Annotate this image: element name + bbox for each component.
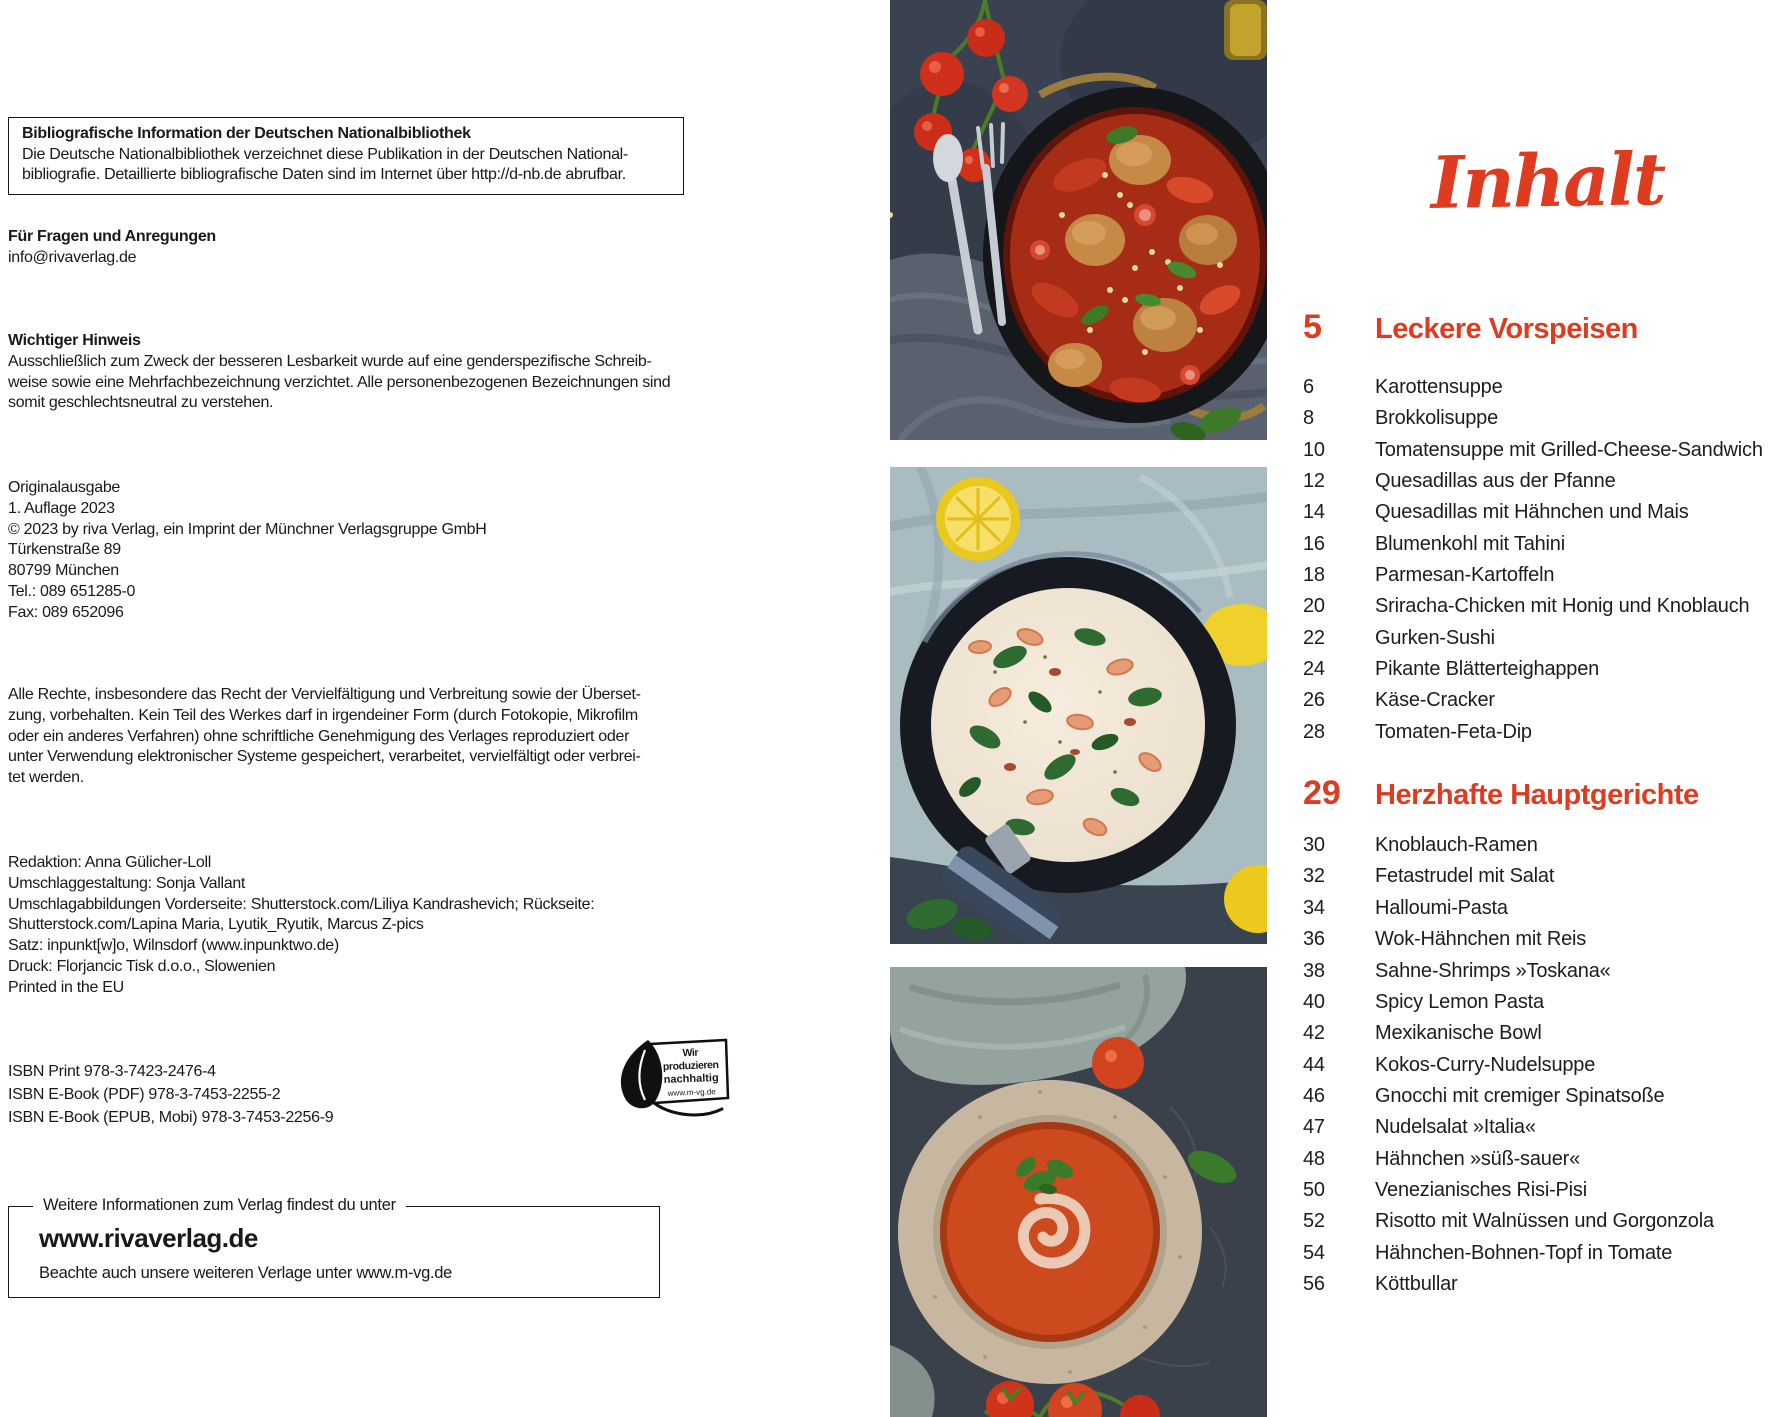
bibliographic-info-box — [8, 117, 684, 195]
entry-title: Quesadillas mit Hähnchen und Mais — [1375, 501, 1689, 524]
toc-entry — [1303, 533, 1792, 564]
toc-entry — [1303, 960, 1792, 991]
entry-title: Gnocchi mit cremiger Spinatsoße — [1375, 1084, 1665, 1107]
credits-block — [8, 853, 594, 999]
entry-title: Hähnchen-Bohnen-Topf in Tomate — [1375, 1241, 1673, 1264]
entry-page-number: 14 — [1303, 501, 1325, 524]
edition-line: Fax: 089 652096 — [8, 603, 124, 621]
entry-page-number: 40 — [1303, 990, 1325, 1013]
entry-title: Hähnchen »süß-sauer« — [1375, 1147, 1581, 1170]
bib-box-line: bibliografie. Detaillierte bibliografische Daten sind im Internet über http://d-nb.de abrufbar. — [22, 166, 626, 183]
entry-title: Sahne-Shrimps »Toskana« — [1375, 959, 1611, 982]
isbn-ebook-pdf: ISBN E-Book (PDF) 978-3-7453-2255-2 — [8, 1086, 281, 1103]
entry-title: Nudelsalat »Italia« — [1375, 1116, 1536, 1139]
contact-title: Für Fragen und Anregungen — [8, 228, 216, 245]
notice-line: somit geschlechtsneutral zu verstehen. — [8, 394, 274, 412]
entry-title: Parmesan-Kartoffeln — [1375, 564, 1555, 587]
credits-line: Druck: Florjancic Tisk d.o.o., Slowenien — [8, 957, 276, 975]
section-title: Herzhafte Hauptgerichte — [1375, 779, 1699, 812]
edition-line: Tel.: 089 651285-0 — [8, 582, 136, 600]
toc-entry — [1303, 595, 1792, 626]
publisher-note: Beachte auch unsere weiteren Verlage unter www.m-vg.de — [39, 1264, 453, 1282]
rights-line: tet werden. — [8, 769, 84, 787]
notice-line: weise sowie eine Mehrfachbezeichnung verzichtet. Alle personenbezogenen Bezeichnungen sind — [8, 373, 671, 391]
entry-title: Gurken-Sushi — [1375, 626, 1495, 649]
toc-entry — [1303, 721, 1792, 752]
entry-title: Knoblauch-Ramen — [1375, 834, 1538, 857]
toc-entry — [1303, 991, 1792, 1022]
toc-entry — [1303, 1085, 1792, 1116]
entry-page-number: 56 — [1303, 1272, 1325, 1295]
photo-tomato-soup-bowl — [890, 967, 1267, 1417]
entry-page-number: 46 — [1303, 1084, 1325, 1107]
entry-page-number: 47 — [1303, 1116, 1325, 1139]
eco-badge-line2: nachhaltig — [663, 1072, 719, 1087]
entry-page-number: 36 — [1303, 928, 1325, 951]
entry-title: Blumenkohl mit Tahini — [1375, 532, 1565, 555]
entry-page-number: 50 — [1303, 1178, 1325, 1201]
rights-line: unter Verwendung elektronischer Systeme gespeichert, verarbeitet, vervielfältigt oder verbrei- — [8, 748, 641, 766]
credits-line: Redaktion: Anna Gülicher-Loll — [8, 854, 211, 871]
rights-block — [8, 685, 641, 789]
edition-line: Originalausgabe — [8, 479, 121, 496]
entry-page-number: 12 — [1303, 470, 1325, 493]
entry-title: Tomaten-Feta-Dip — [1375, 720, 1532, 743]
eco-badge — [610, 1036, 732, 1122]
rights-line: Alle Rechte, insbesondere das Recht der Vervielfältigung und Verbreitung sowie der Überset- — [8, 686, 641, 703]
notice-line: Ausschließlich zum Zweck der besseren Lesbarkeit wurde auf eine genderspezifische Schreib- — [8, 352, 652, 370]
contact-email: info@rivaverlag.de — [8, 248, 137, 266]
toc-entry — [1303, 689, 1792, 720]
entry-page-number: 10 — [1303, 438, 1325, 461]
entry-page-number: 24 — [1303, 658, 1325, 681]
entry-title: Fetastrudel mit Salat — [1375, 865, 1555, 888]
entry-page-number: 18 — [1303, 564, 1325, 587]
entry-page-number: 52 — [1303, 1210, 1325, 1233]
toc-entry — [1303, 1242, 1792, 1273]
toc-entry — [1303, 501, 1792, 532]
entry-page-number: 32 — [1303, 865, 1325, 888]
tomato-soup-illustration — [890, 967, 1267, 1417]
entry-title: Spicy Lemon Pasta — [1375, 990, 1544, 1013]
entry-title: Venezianisches Risi-Pisi — [1375, 1178, 1587, 1201]
shrimp-pan-illustration — [890, 467, 1267, 944]
section-page-number: 5 — [1303, 308, 1322, 346]
toc-entry — [1303, 897, 1792, 928]
contents-page — [1303, 0, 1792, 1417]
entry-title: Risotto mit Walnüssen und Gorgonzola — [1375, 1210, 1714, 1233]
entry-title: Halloumi-Pasta — [1375, 896, 1508, 919]
entry-title: Pikante Blätterteighappen — [1375, 658, 1600, 681]
toc-entry — [1303, 627, 1792, 658]
edition-line: 1. Auflage 2023 — [8, 499, 115, 517]
bib-box-title: Bibliografische Information der Deutschen Nationalbibliothek — [22, 125, 471, 142]
toc-entry — [1303, 865, 1792, 896]
credits-line: Umschlaggestaltung: Sonja Vallant — [8, 874, 246, 892]
rights-line: oder ein anderes Verfahren) ohne schriftliche Genehmigung des Verlages reproduziert oder — [8, 727, 630, 745]
photo-shrimp-spinach-pan — [890, 467, 1267, 944]
toc-entry — [1303, 1116, 1792, 1147]
toc-entry — [1303, 1273, 1792, 1304]
section-page-number: 29 — [1303, 774, 1341, 813]
entry-page-number: 26 — [1303, 689, 1325, 712]
toc-entry — [1303, 407, 1792, 438]
toc-entry — [1303, 470, 1792, 501]
edition-line: Türkenstraße 89 — [8, 541, 121, 559]
entry-title: Mexikanische Bowl — [1375, 1022, 1542, 1045]
entry-title: Quesadillas aus der Pfanne — [1375, 470, 1616, 493]
entry-title: Karottensuppe — [1375, 376, 1503, 398]
entry-title: Tomatensuppe mit Grilled-Cheese-Sandwich — [1375, 438, 1763, 461]
toc-entry — [1303, 834, 1792, 865]
contact-block — [8, 227, 216, 269]
publisher-url: www.rivaverlag.de — [39, 1223, 258, 1253]
section-title: Leckere Vorspeisen — [1375, 313, 1638, 345]
credits-line: Satz: inpunkt[w]o, Wilnsdorf (www.inpunktwo.de) — [8, 937, 339, 955]
bib-box-line: Die Deutsche Nationalbibliothek verzeichnet diese Publikation in der Deutschen National- — [22, 145, 628, 163]
toc-entry — [1303, 1210, 1792, 1241]
photo-chicken-paprika-pan — [890, 0, 1267, 440]
publisher-info-box — [8, 1196, 660, 1298]
entry-page-number: 48 — [1303, 1147, 1325, 1170]
entry-page-number: 6 — [1303, 376, 1314, 398]
entry-page-number: 28 — [1303, 720, 1325, 743]
notice-block — [8, 331, 670, 414]
publisher-info-legend: Weitere Informationen zum Verlag findest du unter — [33, 1196, 406, 1215]
credits-line: Shutterstock.com/Lapina Maria, Lyutik_Ryutik, Marcus Z-pics — [8, 916, 424, 934]
eco-badge-line1: Wir produzieren — [662, 1046, 719, 1074]
entry-title: Köttbullar — [1375, 1272, 1458, 1295]
entry-title: Wok-Hähnchen mit Reis — [1375, 928, 1587, 951]
entry-title: Sriracha-Chicken mit Honig und Knoblauch — [1375, 595, 1750, 618]
toc-entry — [1303, 1054, 1792, 1085]
edition-line: 80799 München — [8, 562, 119, 580]
entry-page-number: 20 — [1303, 595, 1325, 618]
isbn-ebook-epub: ISBN E-Book (EPUB, Mobi) 978-3-7453-2256-9 — [8, 1109, 334, 1126]
entry-page-number: 38 — [1303, 959, 1325, 982]
credits-line: Umschlagabbildungen Vorderseite: Shutterstock.com/Liliya Kandrashevich; Rückseite: — [8, 895, 595, 913]
entry-page-number: 42 — [1303, 1022, 1325, 1045]
entry-page-number: 16 — [1303, 532, 1325, 555]
toc-entry — [1303, 564, 1792, 595]
edition-line: © 2023 by riva Verlag, ein Imprint der Münchner Verlagsgruppe GmbH — [8, 520, 487, 538]
eco-badge-text — [654, 1046, 728, 1099]
rights-line: zung, vorbehalten. Kein Teil des Werkes darf in irgendeiner Form (durch Fotokopie, Mikrofilm — [8, 706, 638, 724]
entry-title: Käse-Cracker — [1375, 689, 1495, 712]
eco-badge-url: www.m-vg.de — [667, 1087, 716, 1098]
isbn-print: ISBN Print 978-3-7423-2476-4 — [8, 1063, 216, 1080]
entry-page-number: 44 — [1303, 1053, 1325, 1076]
entry-title: Kokos-Curry-Nudelsuppe — [1375, 1053, 1596, 1076]
isbn-block — [8, 1060, 333, 1129]
entry-page-number: 30 — [1303, 834, 1325, 857]
entry-page-number: 34 — [1303, 896, 1325, 919]
toc-entry — [1303, 1179, 1792, 1210]
entry-title: Brokkolisuppe — [1375, 407, 1499, 430]
toc-entry — [1303, 1022, 1792, 1053]
notice-title: Wichtiger Hinweis — [8, 332, 141, 349]
contents-list — [1303, 308, 1792, 1304]
chicken-pan-illustration — [890, 0, 1267, 440]
toc-section-header-hauptgerichte — [1303, 774, 1792, 814]
entry-page-number: 8 — [1303, 407, 1314, 430]
toc-entry — [1303, 376, 1792, 407]
toc-entry — [1303, 658, 1792, 689]
edition-block — [8, 478, 486, 624]
entry-page-number: 54 — [1303, 1241, 1325, 1264]
credits-line: Printed in the EU — [8, 978, 124, 996]
toc-entry — [1303, 928, 1792, 959]
toc-entry — [1303, 1148, 1792, 1179]
toc-section-header-vorspeisen — [1303, 308, 1792, 348]
entry-page-number: 22 — [1303, 626, 1325, 649]
contents-title: Inhalt — [1429, 135, 1666, 226]
toc-entry — [1303, 439, 1792, 470]
